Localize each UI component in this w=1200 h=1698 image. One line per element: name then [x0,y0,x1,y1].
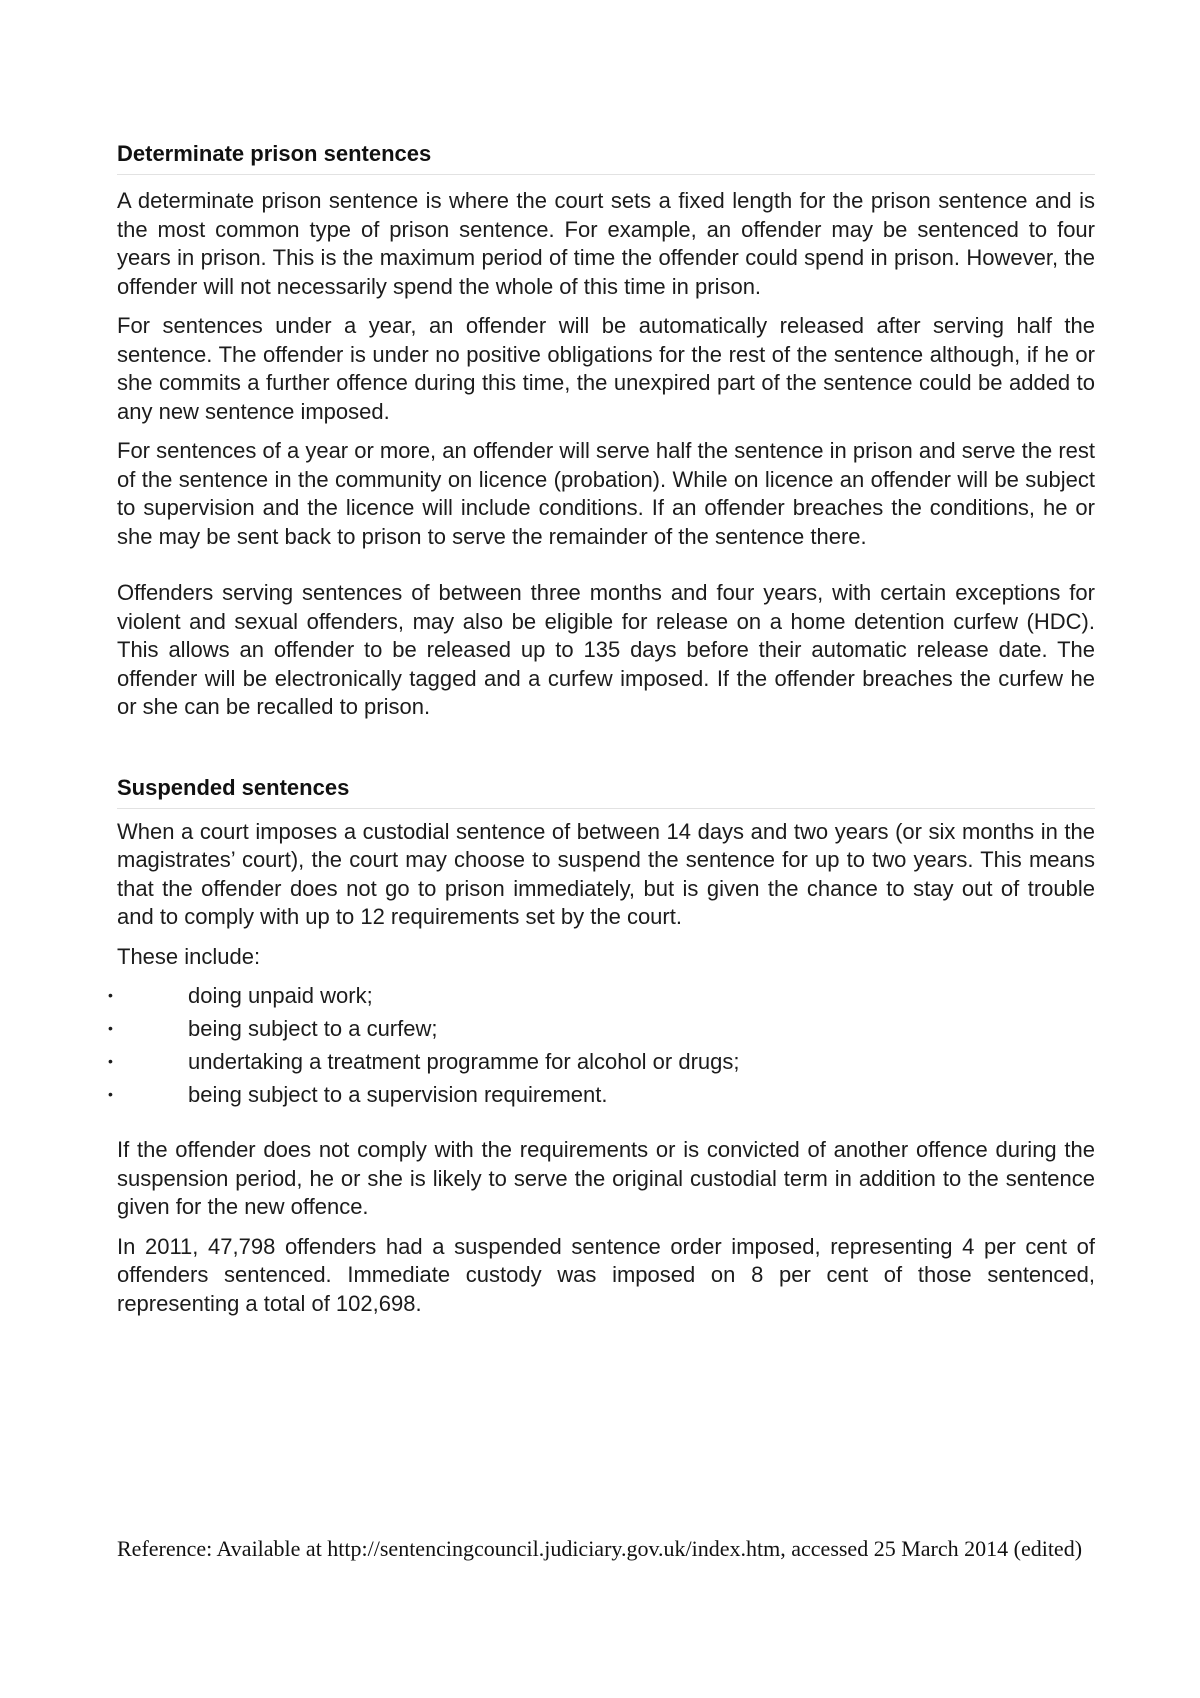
section-suspended-sentences [108,774,1095,1319]
document-body [108,140,1095,1318]
paragraph: Offenders serving sentences of between three months and four years, with certain exceptions for violent and sexual offenders, may also be eligible for release on a home detention curfew (HDC). This allows an offender to be released up to 135 days before their automatic release date. The offender will be electronically tagged and a curfew imposed. If the offender breaches the curfew he or she can be recalled to prison. [117,580,1095,719]
section-determinate-sentences [117,140,1095,722]
section-heading-determinate: Determinate prison sentences [117,140,1095,175]
bullet-icon: • [108,987,113,1003]
paragraph-intro: These include: [117,943,261,969]
list-item: • being subject to a supervision requirement. [117,1078,1095,1111]
list-item: • being subject to a curfew; [117,1012,1095,1045]
list-item: • undertaking a treatment programme for alcohol or drugs; [117,1045,1095,1078]
bullet-icon: • [108,1020,113,1036]
bullet-icon: • [108,1086,113,1102]
bullet-icon: • [108,1053,113,1069]
paragraph: For sentences under a year, an offender will be automatically released after serving half the sentence. The offender is under no positive obligations for the rest of the sentence although, if he or she commits a further offence during this time, the unexpired part of the sentence could be added to any new sentence imposed. [117,313,1095,424]
paragraph: A determinate prison sentence is where the court sets a fixed length for the prison sentence and is the most common type of prison sentence. For example, an offender may be sentenced to four years in prison. This is the maximum period of time the offender could spend in prison. However, the offender will not necessarily spend the whole of this time in prison. [117,188,1095,299]
requirements-list [108,979,1095,1111]
section-heading-suspended: Suspended sentences [117,774,1095,809]
paragraph: For sentences of a year or more, an offender will serve half the sentence in prison and serve the rest of the sentence in the community on licence (probation). While on licence an offender will be subject to supervision and the licence will include conditions. If an offender breaches the conditions, he or she may be sent back to prison to serve the remainder of the sentence there. [117,438,1095,549]
list-item: • doing unpaid work; [117,979,1095,1012]
reference-note: Reference: Available at http://sentencingcouncil.judiciary.gov.uk/index.htm, accessed 25 March 2014 (edited) [117,1536,1083,1561]
paragraph-statistics: In 2011, 47,798 offenders had a suspended sentence order imposed, representing 4 per cent of offenders sentenced. Immediate custody was imposed on 8 per cent of those sentenced, representing a total of 102,698. [117,1233,1095,1316]
paragraph: When a court imposes a custodial sentence of between 14 days and two years (or six months in the magistrates’ court), the court may choose to suspend the sentence for up to two years. This means that the offender does not go to prison immediately, but is given the chance to stay out of trouble and to comply with up to 12 requirements set by the court. [117,818,1095,929]
paragraph: If the offender does not comply with the requirements or is convicted of another offence during the suspension period, he or she is likely to serve the original custodial term in addition to the sentence given for the new offence. [117,1137,1095,1219]
